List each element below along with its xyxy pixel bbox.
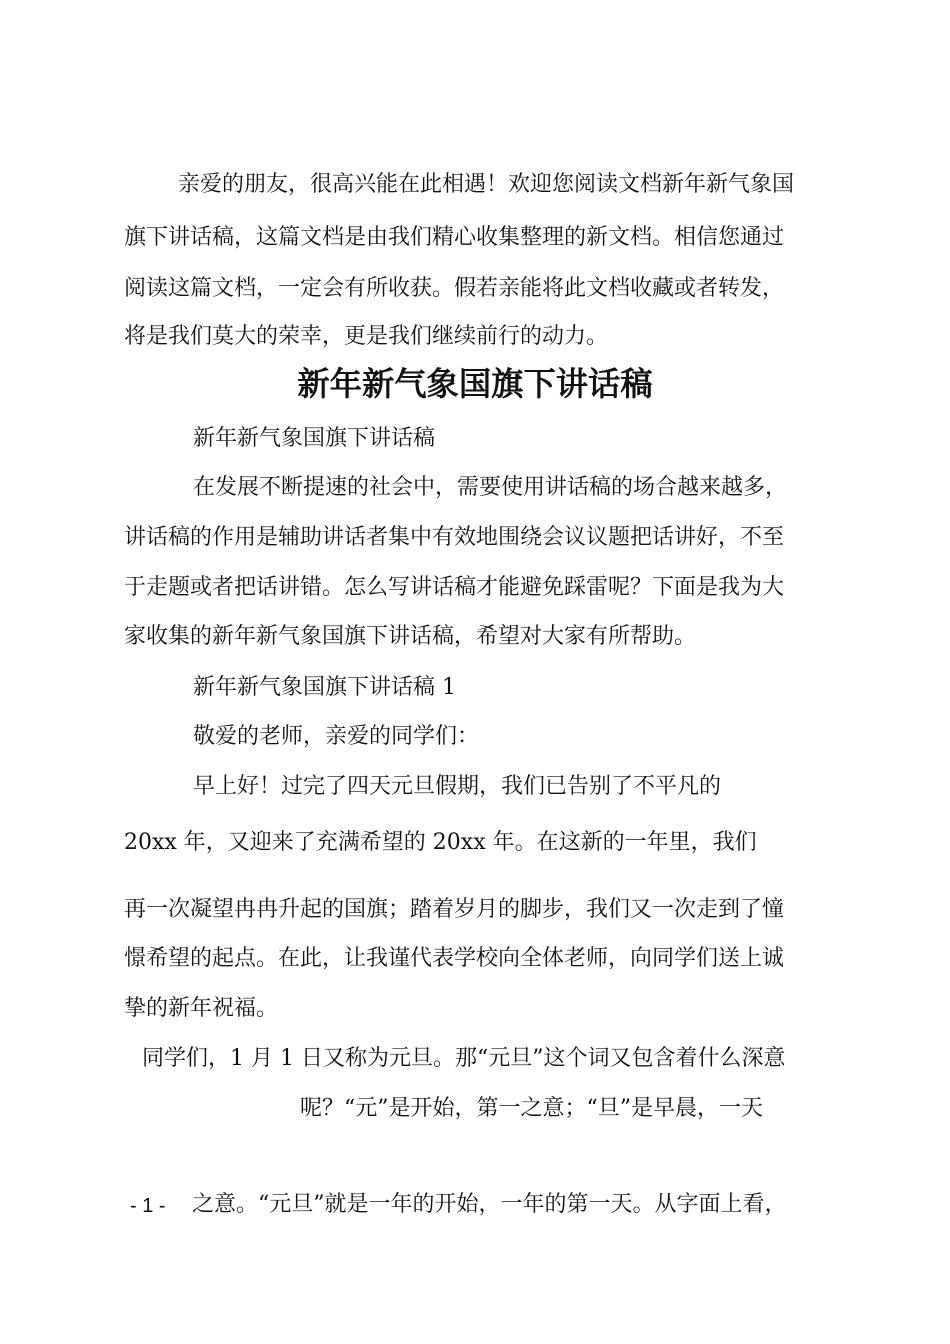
para2-line-2: 20xx 年，又迎来了充满希望的 20xx 年。在这新的一年里，我们 bbox=[124, 830, 757, 855]
para2-line-5: 挚的新年祝福。 bbox=[124, 996, 279, 1021]
document-title: 新年新气象国旗下讲话稿 bbox=[297, 365, 653, 403]
para3-line-2: 呢？“元”是开始，第一之意；“旦”是早晨，一天 bbox=[300, 1096, 763, 1121]
page-number: - 1 - bbox=[130, 1195, 166, 1217]
para2-line-4: 憬希望的起点。在此，让我谨代表学校向全体老师，向同学们送上诚 bbox=[124, 946, 785, 971]
para2-line-3: 再一次凝望冉冉升起的国旗；踏着岁月的脚步，我们又一次走到了憧 bbox=[124, 897, 785, 922]
intro-line-3: 阅读这篇文档，一定会有所收获。假若亲能将此文档收藏或者转发， bbox=[124, 276, 785, 301]
subtitle: 新年新气象国旗下讲话稿 bbox=[193, 426, 436, 451]
section-heading: 新年新气象国旗下讲话稿 1 bbox=[193, 675, 456, 700]
para1-line-3: 于走题或者把话讲错。怎么写讲话稿才能避免踩雷呢？下面是我为大 bbox=[124, 575, 785, 600]
greeting: 敬爱的老师，亲爱的同学们： bbox=[193, 724, 480, 749]
para1-line-2: 讲话稿的作用是辅助讲话者集中有效地围绕会议议题把话讲好，不至 bbox=[124, 525, 785, 550]
para1-line-4: 家收集的新年新气象国旗下讲话稿，希望对大家有所帮助。 bbox=[124, 624, 697, 649]
para3-line-1: 同学们，1 月 1 日又称为元旦。那“元旦”这个词又包含着什么深意 bbox=[142, 1046, 786, 1071]
para2-line-1: 早上好！过完了四天元旦假期，我们已告别了不平凡的 bbox=[193, 774, 722, 799]
para1-line-1: 在发展不断提速的社会中，需要使用讲话稿的场合越来越多， bbox=[193, 475, 788, 500]
intro-line-4: 将是我们莫大的荣幸，更是我们继续前行的动力。 bbox=[124, 324, 609, 349]
footer-continuation-line: 之意。“元旦”就是一年的开始，一年的第一天。从字面上看， bbox=[192, 1192, 787, 1217]
intro-line-1: 亲爱的朋友，很高兴能在此相遇！欢迎您阅读文档新年新气象国 bbox=[178, 172, 795, 197]
intro-line-2: 旗下讲话稿，这篇文档是由我们精心收集整理的新文档。相信您通过 bbox=[124, 225, 785, 250]
